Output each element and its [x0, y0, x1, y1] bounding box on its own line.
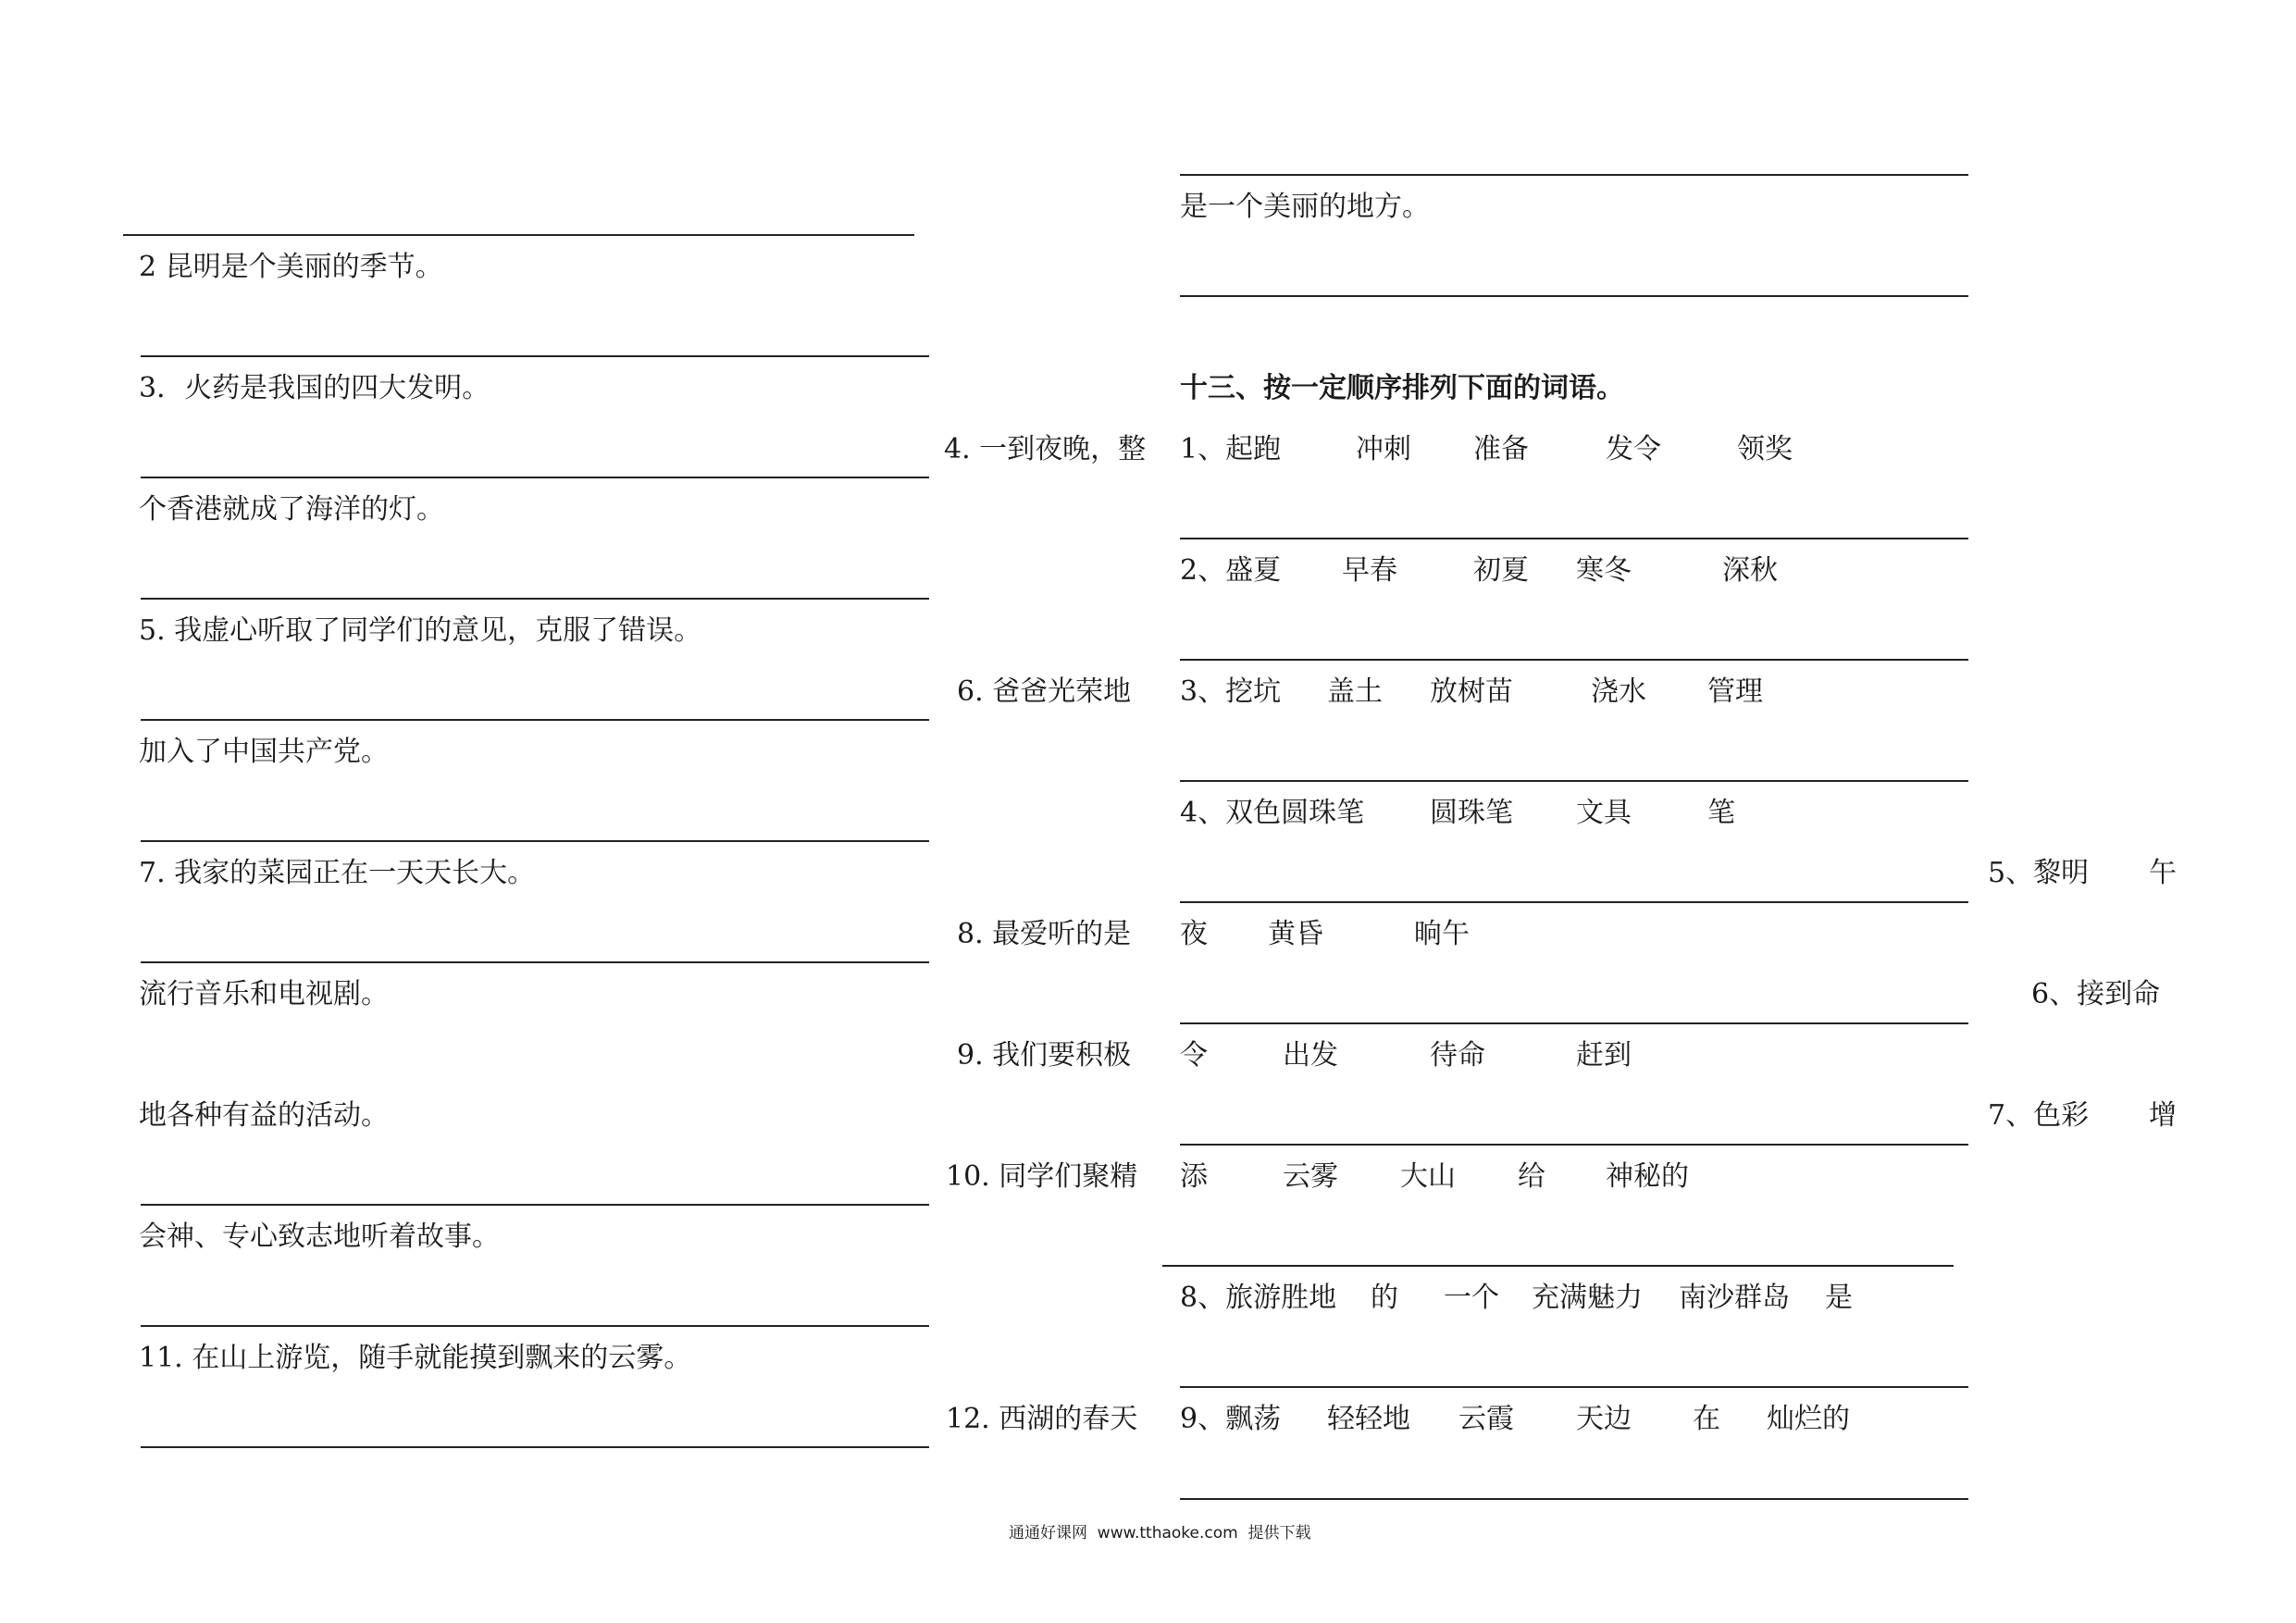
- word-item: 是: [1825, 1282, 1853, 1314]
- answer-line: [1180, 780, 1968, 782]
- answer-line: [1180, 295, 1968, 297]
- q7-start-tail: 增: [2149, 1099, 2177, 1132]
- word-item: 一个: [1444, 1282, 1499, 1314]
- word-item: 待命: [1430, 1039, 1485, 1072]
- word-item: 放树苗: [1430, 675, 1513, 708]
- sentence-2: 2 昆明是个美丽的季节。: [139, 251, 443, 283]
- answer-line: [141, 961, 929, 963]
- sentence-5: 5. 我虚心听取了同学们的意见，克服了错误。: [139, 614, 702, 647]
- word-item: 准备: [1473, 433, 1529, 465]
- q7-start: 7、色彩: [1988, 1099, 2090, 1132]
- answer-line: [1180, 659, 1968, 661]
- word-item: 赶到: [1576, 1039, 1632, 1072]
- word-item: 寒冬: [1576, 554, 1632, 587]
- q6-start: 6、接到命: [2031, 978, 2161, 1010]
- word-item: 初夏: [1473, 554, 1529, 587]
- q5-start-tail: 午: [2149, 857, 2177, 889]
- word-item: 发令: [1606, 433, 1661, 465]
- word-item: 冲刺: [1356, 433, 1411, 465]
- sentence-12-start: 12. 西湖的春天: [946, 1403, 1138, 1435]
- word-item: 灿烂的: [1767, 1403, 1850, 1435]
- sentence-6-start: 6. 爸爸光荣地: [957, 675, 1132, 708]
- answer-line: [141, 840, 929, 842]
- answer-line: [1180, 1498, 1968, 1500]
- sentence-4-cont: 个香港就成了海洋的灯。: [139, 493, 444, 526]
- word-item: 出发: [1283, 1039, 1338, 1072]
- word-item: 夜: [1180, 918, 1208, 950]
- answer-line: [123, 234, 914, 236]
- word-item: 9、飘荡: [1180, 1403, 1282, 1435]
- sentence-9-start: 9. 我们要积极: [957, 1039, 1132, 1072]
- word-item: 领奖: [1737, 433, 1793, 465]
- word-item: 4、双色圆珠笔: [1180, 797, 1365, 829]
- word-item: 浇水: [1591, 675, 1646, 708]
- answer-line: [1180, 1022, 1968, 1024]
- sentence-8-cont: 流行音乐和电视剧。: [139, 978, 389, 1010]
- answer-line: [141, 477, 929, 478]
- word-item: 天边: [1576, 1403, 1632, 1435]
- word-item: 圆珠笔: [1430, 797, 1513, 829]
- word-item: 文具: [1576, 797, 1632, 829]
- word-item: 的: [1371, 1282, 1398, 1314]
- sentence-11: 11. 在山上游览，随手就能摸到飘来的云雾。: [139, 1342, 692, 1374]
- sentence-10-cont: 会神、专心致志地听着故事。: [139, 1220, 500, 1253]
- section-heading: 十三、按一定顺序排列下面的词语。: [1180, 372, 1624, 404]
- word-item: 大山: [1400, 1160, 1456, 1193]
- answer-line: [141, 1446, 929, 1448]
- q5-start: 5、黎明: [1988, 857, 2090, 889]
- word-item: 充满魅力: [1532, 1282, 1643, 1314]
- word-item: 云霞: [1458, 1403, 1514, 1435]
- word-item: 添: [1180, 1160, 1208, 1193]
- word-item: 管理: [1707, 675, 1763, 708]
- answer-line: [1162, 1265, 1954, 1267]
- answer-line: [1180, 1386, 1968, 1388]
- word-item: 8、旅游胜地: [1180, 1282, 1337, 1314]
- answer-line: [1180, 174, 1968, 176]
- word-item: 令: [1180, 1039, 1208, 1072]
- answer-line: [141, 1204, 929, 1206]
- word-item: 2、盛夏: [1180, 554, 1282, 587]
- word-item: 3、挖坑: [1180, 675, 1282, 708]
- sentence-3: 3．火药是我国的四大发明。: [139, 372, 490, 404]
- sentence-9-cont: 地各种有益的活动。: [139, 1099, 389, 1132]
- word-item: 给: [1518, 1160, 1545, 1193]
- word-item: 盖土: [1327, 675, 1383, 708]
- footer-credit: 通通好课网 www.tthaoke.com 提供下载: [1009, 1524, 1311, 1542]
- answer-line: [1180, 1144, 1968, 1146]
- answer-line: [1180, 901, 1968, 903]
- word-item: 神秘的: [1606, 1160, 1689, 1193]
- sentence-4-start: 4. 一到夜晚，整: [944, 433, 1147, 465]
- word-item: 早春: [1342, 554, 1397, 587]
- word-item: 在: [1693, 1403, 1720, 1435]
- answer-line: [141, 719, 929, 721]
- answer-line: [1180, 538, 1968, 539]
- sentence-8-start: 8. 最爱听的是: [957, 918, 1132, 950]
- sentence-7: 7. 我家的菜园正在一天天长大。: [139, 857, 536, 889]
- answer-line: [141, 355, 929, 357]
- word-item: 黄昏: [1268, 918, 1323, 950]
- word-item: 云雾: [1283, 1160, 1338, 1193]
- answer-line: [141, 598, 929, 600]
- word-item: 笔: [1707, 797, 1735, 829]
- sentence-12-cont: 是一个美丽的地方。: [1180, 191, 1430, 223]
- word-item: 轻轻地: [1327, 1403, 1410, 1435]
- answer-line: [141, 1325, 929, 1327]
- word-item: 深秋: [1722, 554, 1778, 587]
- word-item: 南沙群岛: [1679, 1282, 1790, 1314]
- sentence-6-cont: 加入了中国共产党。: [139, 736, 389, 768]
- word-item: 晌午: [1414, 918, 1470, 950]
- word-item: 1、起跑: [1180, 433, 1282, 465]
- sentence-10-start: 10. 同学们聚精: [946, 1160, 1138, 1193]
